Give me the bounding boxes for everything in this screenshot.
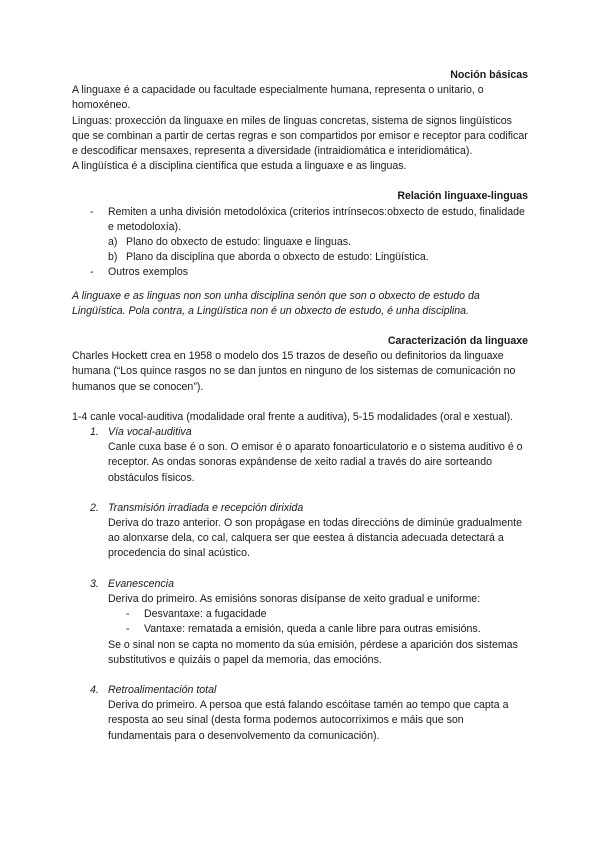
trait-1 bbox=[72, 425, 528, 486]
list-item: - Desvantaxe: a fugacidade bbox=[108, 607, 528, 622]
trait-number: 4. bbox=[90, 683, 99, 696]
trait-body: Deriva do trazo anterior. O son propágase en todas direccións de diminúe gradualmente ao alonxarse dela, co cal, calquera ser que eestea á distancia adecuada detectará a procedencia do sinal acústico. bbox=[108, 517, 522, 560]
list-item bbox=[72, 250, 528, 265]
paragraph-linguistica: A lingüística é a disciplina científica que estuda a linguaxe e as linguas. bbox=[72, 160, 407, 173]
trait-number: 1. bbox=[90, 426, 99, 439]
list-item bbox=[72, 235, 528, 250]
trait-3 bbox=[72, 577, 528, 668]
trait-body-after: Se o sinal non se capta no momento da súa emisión, pérdese a aparición dos sistemas substitutivos e quizáis o papel da memoria, das emocións. bbox=[108, 638, 518, 666]
relacion-list bbox=[72, 205, 528, 235]
list-item: - Remiten a unha división metodolóxica (criterios intrínsecos:obxecto de estudo, finalidade e metodoloxía). bbox=[72, 205, 528, 235]
list-marker: a) bbox=[108, 236, 118, 249]
trait-body: Deriva do primeiro. As emisións sonoras disípanse de xeito gradual e uniforme: bbox=[108, 592, 481, 605]
paragraph-linguaxe: A linguaxe é a capacidade ou facultade especialmente humana, representa o unitario, o homoxéneo. bbox=[72, 84, 484, 112]
list-item-text: Plano do obxecto de estudo: linguaxe e linguas. bbox=[126, 236, 351, 249]
trait-body: Deriva do primeiro. A persoa que está falando escóitase tamén ao tempo que capta a resposta ao seu sinal (desta forma podemos autocorriximos e máis que son fundamentais para o desenvolvemento da comunicación). bbox=[108, 699, 509, 742]
list-item-text: Plano da disciplina que aborda o obxecto de estudo: Lingüística. bbox=[126, 251, 429, 264]
trait-title: Vía vocal-auditiva bbox=[108, 426, 192, 439]
list-marker: b) bbox=[108, 251, 118, 264]
trait-2 bbox=[72, 501, 528, 562]
paragraph-linguas: Linguas: proxección da linguaxe en miles de linguas concretas, sistema de signos lingüísticos que se combinan a partir de certas regras e son compartidos por emisor e receptor para codificar e descodificar mensaxes, representa a diversidade (intraidiomática e interidiomática). bbox=[72, 114, 528, 158]
paragraph-hockett: Charles Hockett crea en 1958 o modelo dos 15 trazos de deseño ou definitorios da linguaxe humana (“Los quince rasgos no se dan juntos en ninguno de los sistemas de comunicación no humanos que se conocen”). bbox=[72, 350, 516, 393]
trait-number: 2. bbox=[90, 501, 99, 514]
list-item: - Vantaxe: rematada a emisión, queda a canle libre para outras emisións. bbox=[108, 622, 528, 637]
heading-nocion-basicas: Noción básicas bbox=[450, 69, 528, 81]
document-page bbox=[72, 68, 528, 744]
list-item: - Outros exemplos bbox=[72, 265, 528, 280]
heading-caracterizacion: Caracterización da linguaxe bbox=[387, 335, 528, 348]
heading-relacion: Relación linguaxe-linguas bbox=[397, 190, 528, 203]
italic-note: A linguaxe e as linguas non son unha disciplina senón que son o obxecto de estudo da Lingüística. Pola contra, a Lingüística non é un obxecto de estudo, é unha disciplina. bbox=[72, 289, 480, 317]
relacion-list-2 bbox=[72, 265, 528, 280]
trait-body: Canle cuxa base é o son. O emisor é o aparato fonoarticulatorio e o sistema auditivo é o receptor. As ondas sonoras expándense de xeito radial a través do aire sorteando obstáculos físicos. bbox=[108, 441, 523, 484]
paragraph-summary: 1-4 canle vocal-auditiva (modalidade oral frente a auditiva), 5-15 modalidades (oral e xestual). bbox=[72, 410, 514, 423]
trait-title: Transmisión irradiada e recepción dirixida bbox=[108, 501, 304, 514]
trait-4 bbox=[72, 683, 528, 744]
trait-number: 3. bbox=[90, 577, 99, 590]
trait-title: Retroalimentación total bbox=[108, 683, 217, 696]
trait-title: Evanescencia bbox=[108, 577, 174, 590]
relacion-sublist bbox=[72, 235, 528, 265]
